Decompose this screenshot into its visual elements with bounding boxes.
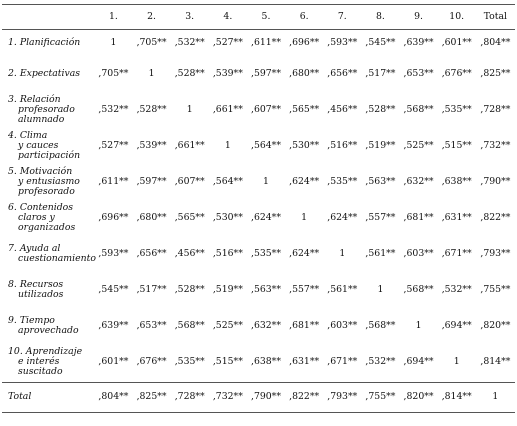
correlation-cell: ,597** <box>250 67 281 79</box>
correlation-cell: ,528** <box>136 103 167 115</box>
row-label-line: suscitado <box>18 366 63 378</box>
correlation-cell: ,825** <box>480 67 511 79</box>
column-header: 9. <box>399 5 437 30</box>
correlation-cell: ,564** <box>212 175 243 187</box>
correlation-cell: ,755** <box>480 283 511 295</box>
correlation-cell: ,681** <box>403 211 434 223</box>
correlation-cell: 1 <box>301 211 308 223</box>
row-label <box>2 164 94 200</box>
correlation-cell: ,822** <box>480 211 511 223</box>
correlation-cell: ,656** <box>136 247 167 259</box>
correlation-cell: ,611** <box>250 36 281 48</box>
correlation-cell: ,631** <box>441 211 472 223</box>
correlation-cell: ,728** <box>480 103 511 115</box>
row-label-line: alumnado <box>18 114 65 126</box>
correlation-cell: 1 <box>148 67 155 79</box>
correlation-cell: ,517** <box>136 283 167 295</box>
row-label <box>2 30 94 57</box>
correlation-cell: ,568** <box>403 103 434 115</box>
correlation-cell: 1 <box>339 247 346 259</box>
row-label-line: y entusiasmo <box>18 175 80 187</box>
row-label-line: aprovechado <box>18 325 79 336</box>
correlation-cell: ,527** <box>212 36 243 48</box>
row-label-line: cuestionamiento <box>18 253 96 264</box>
correlation-cell: 1 <box>415 319 422 331</box>
correlation-cell: ,820** <box>399 383 437 413</box>
correlation-cell: ,696** <box>98 211 129 223</box>
correlation-cell: ,525** <box>212 319 243 331</box>
correlation-cell: ,568** <box>403 283 434 295</box>
correlation-cell: 1 <box>453 355 460 367</box>
correlation-cell: ,528** <box>365 103 396 115</box>
correlation-cell: ,565** <box>289 103 320 115</box>
correlation-cell: ,516** <box>327 139 358 151</box>
correlation-cell: ,593** <box>327 36 358 48</box>
correlation-cell: ,532** <box>441 283 472 295</box>
correlation-cell: ,656** <box>327 67 358 79</box>
correlation-cell: ,517** <box>365 67 396 79</box>
correlation-cell: ,519** <box>212 283 243 295</box>
correlation-cell: ,694** <box>441 319 472 331</box>
correlation-cell: ,532** <box>174 36 205 48</box>
correlation-cell: ,597** <box>136 175 167 187</box>
row-label <box>2 383 94 413</box>
correlation-cell: ,530** <box>212 211 243 223</box>
table-row <box>2 236 515 272</box>
correlation-cell: ,705** <box>136 36 167 48</box>
row-label-line: claros y <box>18 211 55 223</box>
correlation-cell: ,790** <box>247 383 285 413</box>
correlation-cell: ,790** <box>480 175 511 187</box>
correlation-cell: ,545** <box>365 36 396 48</box>
correlation-cell: ,680** <box>136 211 167 223</box>
correlation-cell: ,671** <box>441 247 472 259</box>
correlation-cell: ,561** <box>365 247 396 259</box>
correlation-cell: ,535** <box>327 175 358 187</box>
correlation-cell: ,676** <box>441 67 472 79</box>
correlation-cell: 1 <box>377 283 384 295</box>
correlation-table <box>2 4 515 413</box>
table-row <box>2 128 515 164</box>
correlation-cell: ,793** <box>323 383 361 413</box>
correlation-cell: ,515** <box>212 355 243 367</box>
correlation-cell: ,563** <box>250 283 281 295</box>
correlation-cell: ,728** <box>171 383 209 413</box>
table-row <box>2 30 515 57</box>
correlation-cell: ,601** <box>441 36 472 48</box>
column-header: 10. <box>438 5 476 30</box>
correlation-cell: ,639** <box>98 319 129 331</box>
correlation-cell: ,653** <box>403 67 434 79</box>
row-label-line: 5. Motivación <box>8 165 73 177</box>
correlation-cell: ,632** <box>403 175 434 187</box>
correlation-cell: ,545** <box>98 283 129 295</box>
correlation-cell: ,755** <box>361 383 399 413</box>
table-row <box>2 308 515 344</box>
column-header: 8. <box>361 5 399 30</box>
row-label <box>2 236 94 272</box>
correlation-cell: 1 <box>186 103 193 115</box>
correlation-cell: ,456** <box>327 103 358 115</box>
correlation-cell: ,516** <box>212 247 243 259</box>
correlation-cell: ,532** <box>365 355 396 367</box>
column-header: 1. <box>94 5 132 30</box>
row-label-line: 2. Expectativas <box>8 67 81 79</box>
correlation-cell: ,822** <box>285 383 323 413</box>
correlation-cell: ,530** <box>289 139 320 151</box>
correlation-cell: ,515** <box>441 139 472 151</box>
row-label-line: 10. Aprendizaje <box>8 345 83 357</box>
row-label <box>2 272 94 308</box>
correlation-cell: ,563** <box>365 175 396 187</box>
correlation-cell: ,732** <box>480 139 511 151</box>
correlation-cell: 1 <box>224 139 231 151</box>
table-row <box>2 92 515 128</box>
row-label-line: profesorado <box>18 103 75 115</box>
row-label-line: 4. Clima <box>8 129 48 141</box>
row-label-line: 1. Planificación <box>8 36 81 48</box>
correlation-cell: ,607** <box>174 175 205 187</box>
column-header: 2. <box>133 5 171 30</box>
correlation-cell: ,680** <box>289 67 320 79</box>
correlation-cell: ,705** <box>98 67 129 79</box>
correlation-cell: ,624** <box>289 175 320 187</box>
correlation-cell: ,568** <box>365 319 396 331</box>
row-label-line: 7. Ayuda al <box>8 242 61 254</box>
correlation-cell: ,631** <box>289 355 320 367</box>
table-row <box>2 272 515 308</box>
correlation-cell: ,539** <box>212 67 243 79</box>
correlation-cell: ,732** <box>209 383 247 413</box>
correlation-cell: ,638** <box>250 355 281 367</box>
correlation-cell: 1 <box>110 36 117 48</box>
correlation-cell: ,528** <box>174 67 205 79</box>
row-label <box>2 344 94 383</box>
correlation-cell: ,519** <box>365 139 396 151</box>
correlation-cell: ,593** <box>98 247 129 259</box>
correlation-cell: ,624** <box>327 211 358 223</box>
table-row <box>2 56 515 92</box>
correlation-cell: 1 <box>476 383 515 413</box>
correlation-cell: ,456** <box>174 247 205 259</box>
correlation-cell: ,535** <box>441 103 472 115</box>
column-header: 3. <box>171 5 209 30</box>
correlation-cell: ,694** <box>403 355 434 367</box>
row-label-line: Total <box>8 391 32 403</box>
correlation-cell: ,532** <box>98 103 129 115</box>
table-row <box>2 200 515 236</box>
row-label-line: profesorado <box>18 186 75 198</box>
row-label-line: 6. Contenidos <box>8 201 74 213</box>
row-label <box>2 56 94 92</box>
correlation-cell: ,527** <box>98 139 129 151</box>
correlation-cell: ,564** <box>250 139 281 151</box>
correlation-cell: ,528** <box>174 283 205 295</box>
row-label-line: 3. Relación <box>8 93 61 105</box>
correlation-cell: ,603** <box>403 247 434 259</box>
correlation-cell: ,557** <box>365 211 396 223</box>
correlation-cell: ,804** <box>480 36 511 48</box>
correlation-cell: ,681** <box>289 319 320 331</box>
correlation-cell: ,661** <box>174 139 205 151</box>
correlation-cell: ,603** <box>327 319 358 331</box>
correlation-cell: ,676** <box>136 355 167 367</box>
row-label-line: 9. Tiempo <box>8 314 55 326</box>
row-label-line: utilizados <box>18 289 64 300</box>
row-label <box>2 200 94 236</box>
correlation-cell: ,561** <box>327 283 358 295</box>
header-row <box>2 5 515 30</box>
row-label-line: e interés <box>18 355 60 367</box>
correlation-cell: 1 <box>263 175 269 187</box>
correlation-cell: ,671** <box>327 355 358 367</box>
column-header: 5. <box>247 5 285 30</box>
correlation-cell: ,814** <box>480 355 511 367</box>
table-body <box>2 30 515 413</box>
row-label-line: organizados <box>18 222 76 234</box>
correlation-cell: ,653** <box>136 319 167 331</box>
correlation-cell: ,601** <box>98 355 129 367</box>
table-row <box>2 344 515 383</box>
correlation-cell: ,624** <box>289 247 320 259</box>
correlation-cell: ,568** <box>174 319 205 331</box>
correlation-cell: ,557** <box>289 283 320 295</box>
row-label-line: y cauces <box>18 139 59 151</box>
correlation-cell: ,804** <box>94 383 132 413</box>
correlation-cell: ,638** <box>441 175 472 187</box>
correlation-cell: ,624** <box>250 211 281 223</box>
correlation-cell: ,611** <box>98 175 129 187</box>
correlation-cell: ,539** <box>136 139 167 151</box>
correlation-cell: ,535** <box>174 355 205 367</box>
row-label <box>2 308 94 344</box>
correlation-cell: ,607** <box>250 103 281 115</box>
correlation-cell: ,632** <box>250 319 281 331</box>
correlation-cell: ,793** <box>480 247 511 259</box>
column-header: Total <box>476 5 515 30</box>
correlation-cell: ,565** <box>174 211 205 223</box>
correlation-cell: ,696** <box>289 36 320 48</box>
correlation-cell: ,639** <box>403 36 434 48</box>
table-row <box>2 383 515 413</box>
corner-cell <box>2 5 94 30</box>
correlation-cell: ,820** <box>480 319 511 331</box>
row-label-line: 8. Recursos <box>8 278 64 290</box>
row-label <box>2 92 94 128</box>
correlation-cell: ,825** <box>133 383 171 413</box>
correlation-cell: ,525** <box>403 139 434 151</box>
table-row <box>2 164 515 200</box>
row-label <box>2 128 94 164</box>
column-header: 4. <box>209 5 247 30</box>
correlation-cell: ,814** <box>438 383 476 413</box>
column-header: 7. <box>323 5 361 30</box>
column-header: 6. <box>285 5 323 30</box>
correlation-cell: ,661** <box>212 103 243 115</box>
correlation-cell: ,535** <box>250 247 281 259</box>
row-label-line: participación <box>18 150 81 162</box>
